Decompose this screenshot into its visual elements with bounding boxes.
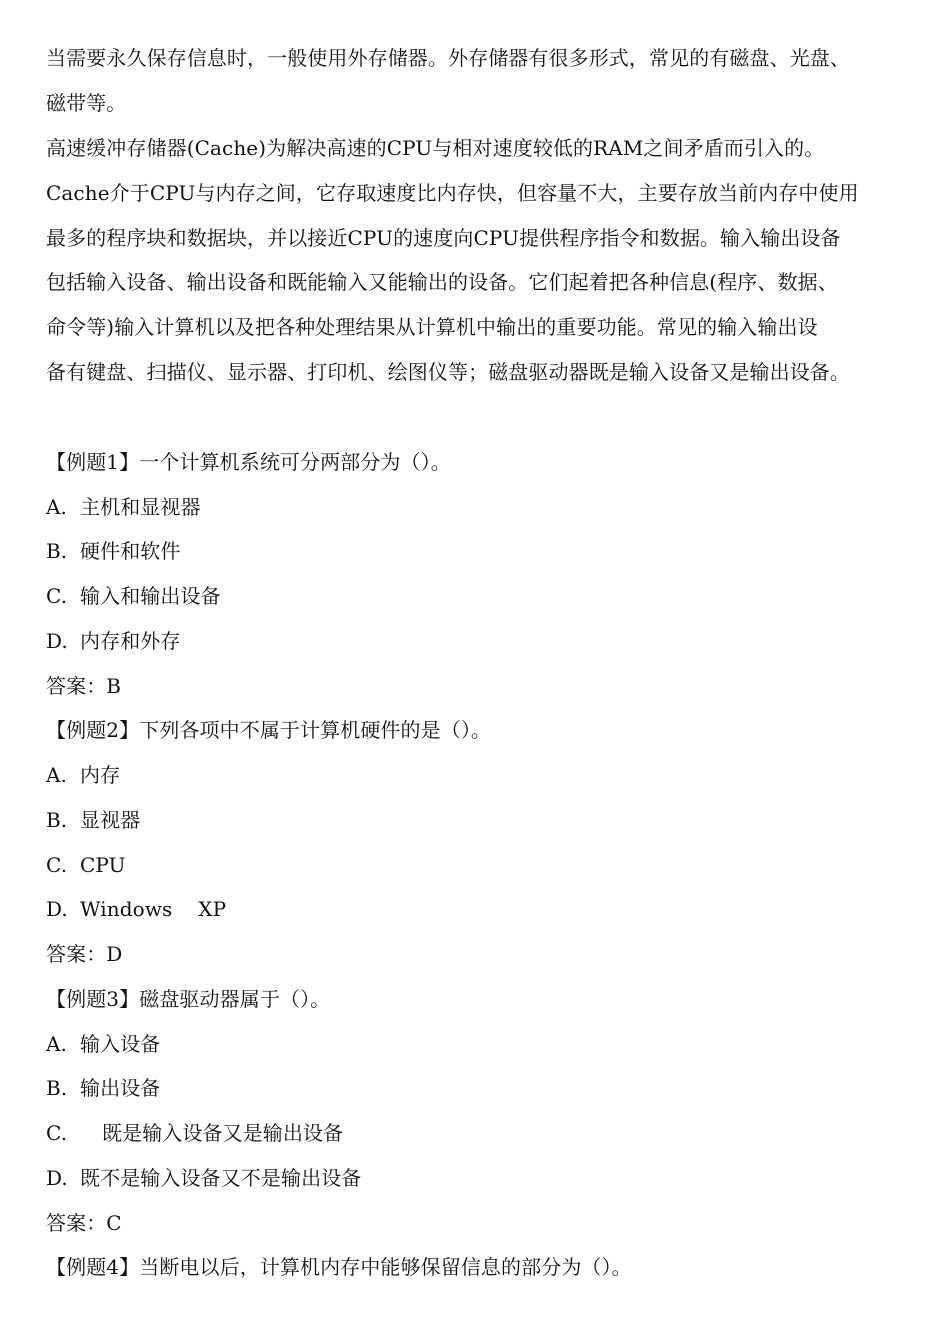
option-letter: D. <box>46 897 68 921</box>
intro-line: 磁带等。 <box>46 91 127 115</box>
intro-line: 备有键盘、扫描仪、显示器、打印机、绘图仪等；磁盘驱动器既是输入设备又是输出设备。 <box>46 360 850 384</box>
option-text: 硬件和软件 <box>80 539 181 563</box>
intro-line: 命令等)输入计算机以及把各种处理结果从计算机中输出的重要功能。常见的输入输出设 <box>46 315 818 339</box>
example-question: 【例题4】当断电以后，计算机内存中能够保留信息的部分为（）。 <box>46 1255 632 1279</box>
option-b <box>46 1075 160 1101</box>
option-text: 输入设备 <box>80 1032 161 1056</box>
option-letter: D. <box>46 629 68 653</box>
option-b <box>46 807 140 833</box>
option-letter: B. <box>46 539 68 563</box>
option-c <box>46 852 126 878</box>
option-letter: D. <box>46 1166 68 1190</box>
option-a <box>46 494 201 520</box>
intro-line: Cache介于CPU与内存之间，它存取速度比内存快，但容量不大，主要存放当前内存中使用 <box>46 181 859 205</box>
option-letter: B. <box>46 808 68 832</box>
option-letter: C. <box>46 584 68 608</box>
intro-line: 包括输入设备、输出设备和既能输入又能输出的设备。它们起着把各种信息(程序、数据、 <box>46 270 838 294</box>
option-text: 既不是输入设备又不是输出设备 <box>80 1166 362 1190</box>
option-text: Windows XP <box>80 897 227 921</box>
option-letter: B. <box>46 1076 68 1100</box>
option-d <box>46 1165 361 1191</box>
option-text: CPU <box>80 853 126 877</box>
answer: 答案：B <box>46 674 122 698</box>
answer: 答案：D <box>46 942 123 966</box>
intro-line: 高速缓冲存储器(Cache)为解决高速的CPU与相对速度较低的RAM之间矛盾而引入的。 <box>46 136 825 160</box>
option-b <box>46 538 181 564</box>
example-question: 【例题1】一个计算机系统可分两部分为（）。 <box>46 450 451 474</box>
option-text: 既是输入设备又是输出设备 <box>102 1121 344 1145</box>
option-a <box>46 1031 160 1057</box>
option-letter: C. <box>46 1121 68 1145</box>
option-a <box>46 762 120 788</box>
option-text: 输出设备 <box>80 1076 161 1100</box>
option-c <box>46 1120 343 1146</box>
example-question: 【例题3】磁盘驱动器属于（）。 <box>46 987 331 1011</box>
option-c <box>46 583 221 609</box>
intro-line: 当需要永久保存信息时，一般使用外存储器。外存储器有很多形式，常见的有磁盘、光盘、 <box>46 46 850 70</box>
option-text: 内存和外存 <box>80 629 181 653</box>
option-text: 显视器 <box>80 808 141 832</box>
option-letter: C. <box>46 853 68 877</box>
option-letter: A. <box>46 763 68 787</box>
option-d <box>46 896 226 922</box>
intro-line: 最多的程序块和数据块，并以接近CPU的速度向CPU提供程序指令和数据。输入输出设备 <box>46 226 841 250</box>
option-text: 输入和输出设备 <box>80 584 221 608</box>
option-text: 主机和显视器 <box>80 495 201 519</box>
option-letter: A. <box>46 495 68 519</box>
option-text: 内存 <box>80 763 121 787</box>
option-letter: A. <box>46 1032 68 1056</box>
answer: 答案：C <box>46 1211 122 1235</box>
option-d <box>46 628 181 654</box>
example-question: 【例题2】下列各项中不属于计算机硬件的是（）。 <box>46 718 492 742</box>
